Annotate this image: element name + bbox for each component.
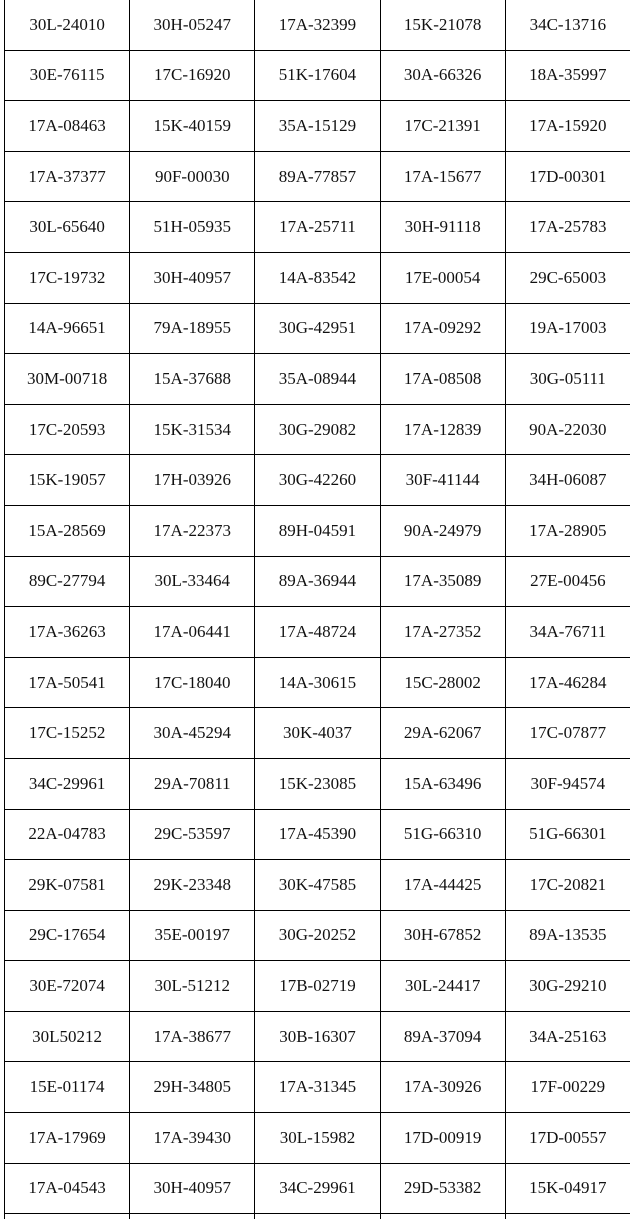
table-cell: 89A-77857 bbox=[255, 151, 380, 202]
table-cell bbox=[5, 1214, 130, 1219]
table-cell: 29C-65003 bbox=[505, 252, 630, 303]
table-cell: 17C-18040 bbox=[130, 657, 255, 708]
table-cell: 17A-31345 bbox=[255, 1062, 380, 1113]
table-cell: 17A-17969 bbox=[5, 1113, 130, 1164]
table-cell: 34A-76711 bbox=[505, 607, 630, 658]
table-cell: 51G-66301 bbox=[505, 809, 630, 860]
table-cell: 17A-25711 bbox=[255, 202, 380, 253]
table-cell: 17A-08463 bbox=[5, 101, 130, 152]
table-cell: 30K-4037 bbox=[255, 708, 380, 759]
table-cell: 89A-37094 bbox=[380, 1011, 505, 1062]
table-row bbox=[5, 505, 630, 556]
table-cell: 30A-45294 bbox=[130, 708, 255, 759]
table-cell: 17A-38677 bbox=[130, 1011, 255, 1062]
table-cell: 17A-28905 bbox=[505, 505, 630, 556]
table-cell: 30G-42260 bbox=[255, 455, 380, 506]
table-row bbox=[5, 1062, 630, 1113]
table-cell: 29C-53597 bbox=[130, 809, 255, 860]
table-cell: 17A-44425 bbox=[380, 860, 505, 911]
table-cell: 17A-15920 bbox=[505, 101, 630, 152]
table-cell: 17C-15252 bbox=[5, 708, 130, 759]
table-cell bbox=[255, 1214, 380, 1219]
table-row bbox=[5, 809, 630, 860]
table-cell: 17E-00054 bbox=[380, 252, 505, 303]
table-cell: 90F-00030 bbox=[130, 151, 255, 202]
table-cell: 30E-72074 bbox=[5, 961, 130, 1012]
table-cell: 30H-05247 bbox=[130, 0, 255, 50]
table-cell: 89A-13535 bbox=[505, 910, 630, 961]
table-cell: 15C-28002 bbox=[380, 657, 505, 708]
table-cell: 29A-70811 bbox=[130, 758, 255, 809]
table-cell: 15A-28569 bbox=[5, 505, 130, 556]
table-cell: 30H-91118 bbox=[380, 202, 505, 253]
table-cell: 90A-22030 bbox=[505, 404, 630, 455]
table-cell: 15E-01174 bbox=[5, 1062, 130, 1113]
table-cell: 30H-40957 bbox=[130, 252, 255, 303]
table-cell bbox=[380, 1214, 505, 1219]
table-row bbox=[5, 354, 630, 405]
table-cell: 15K-04917 bbox=[505, 1163, 630, 1214]
table-cell: 30G-42951 bbox=[255, 303, 380, 354]
table-cell: 90A-24979 bbox=[380, 505, 505, 556]
table-cell: 89H-04591 bbox=[255, 505, 380, 556]
table-row bbox=[5, 961, 630, 1012]
table-row bbox=[5, 101, 630, 152]
table-cell: 17D-00301 bbox=[505, 151, 630, 202]
table-cell: 17C-19732 bbox=[5, 252, 130, 303]
table-cell: 17A-45390 bbox=[255, 809, 380, 860]
table-cell: 14A-30615 bbox=[255, 657, 380, 708]
table-cell: 14A-96651 bbox=[5, 303, 130, 354]
table-cell: 30B-16307 bbox=[255, 1011, 380, 1062]
table-cell: 17A-36263 bbox=[5, 607, 130, 658]
table-cell: 22A-04783 bbox=[5, 809, 130, 860]
table-cell: 30L-51212 bbox=[130, 961, 255, 1012]
table-cell: 29H-34805 bbox=[130, 1062, 255, 1113]
table-cell: 17A-37377 bbox=[5, 151, 130, 202]
table-row bbox=[5, 455, 630, 506]
table-cell: 30F-94574 bbox=[505, 758, 630, 809]
table-row bbox=[5, 1011, 630, 1062]
table-row bbox=[5, 202, 630, 253]
table-row bbox=[5, 607, 630, 658]
table-row bbox=[5, 1214, 630, 1219]
table-cell: 51K-17604 bbox=[255, 50, 380, 101]
table-row bbox=[5, 910, 630, 961]
table-cell: 29K-07581 bbox=[5, 860, 130, 911]
table-cell: 17A-50541 bbox=[5, 657, 130, 708]
table-cell: 17C-20821 bbox=[505, 860, 630, 911]
table-cell: 17A-39430 bbox=[130, 1113, 255, 1164]
table-cell: 18A-35997 bbox=[505, 50, 630, 101]
table-row bbox=[5, 556, 630, 607]
table-cell: 30E-76115 bbox=[5, 50, 130, 101]
table-cell bbox=[130, 1214, 255, 1219]
table-cell: 30F-41144 bbox=[380, 455, 505, 506]
table-cell: 30L-24010 bbox=[5, 0, 130, 50]
table-row bbox=[5, 860, 630, 911]
table-cell: 17A-22373 bbox=[130, 505, 255, 556]
table-cell: 17A-06441 bbox=[130, 607, 255, 658]
license-plate-table bbox=[4, 0, 630, 1219]
table-cell: 30L-15982 bbox=[255, 1113, 380, 1164]
table-cell: 17D-00557 bbox=[505, 1113, 630, 1164]
table-cell: 15A-37688 bbox=[130, 354, 255, 405]
table-cell: 17A-32399 bbox=[255, 0, 380, 50]
table-cell: 30K-47585 bbox=[255, 860, 380, 911]
table-cell: 30G-20252 bbox=[255, 910, 380, 961]
table-cell: 35A-08944 bbox=[255, 354, 380, 405]
table-cell: 30H-67852 bbox=[380, 910, 505, 961]
table-cell: 29K-23348 bbox=[130, 860, 255, 911]
table-cell: 30G-29210 bbox=[505, 961, 630, 1012]
table-cell: 89C-27794 bbox=[5, 556, 130, 607]
table-cell: 79A-18955 bbox=[130, 303, 255, 354]
table-cell: 35E-00197 bbox=[130, 910, 255, 961]
table-cell: 30L-24417 bbox=[380, 961, 505, 1012]
table-cell: 17C-20593 bbox=[5, 404, 130, 455]
table-cell: 17A-46284 bbox=[505, 657, 630, 708]
table-cell: 17A-04543 bbox=[5, 1163, 130, 1214]
table-row bbox=[5, 657, 630, 708]
table-cell: 17A-12839 bbox=[380, 404, 505, 455]
table-row bbox=[5, 151, 630, 202]
table-cell: 17A-09292 bbox=[380, 303, 505, 354]
table-cell: 51H-05935 bbox=[130, 202, 255, 253]
table-cell: 30H-40957 bbox=[130, 1163, 255, 1214]
table-row bbox=[5, 0, 630, 50]
table-cell: 30G-29082 bbox=[255, 404, 380, 455]
table-cell: 17A-25783 bbox=[505, 202, 630, 253]
table-cell: 15A-63496 bbox=[380, 758, 505, 809]
table-row bbox=[5, 1163, 630, 1214]
table-cell: 17D-00919 bbox=[380, 1113, 505, 1164]
table-cell: 29D-53382 bbox=[380, 1163, 505, 1214]
table-cell: 51G-66310 bbox=[380, 809, 505, 860]
table-cell: 34C-29961 bbox=[255, 1163, 380, 1214]
table-cell: 34C-29961 bbox=[5, 758, 130, 809]
table-cell: 17H-03926 bbox=[130, 455, 255, 506]
table-cell: 30A-66326 bbox=[380, 50, 505, 101]
table-cell: 17A-35089 bbox=[380, 556, 505, 607]
table-cell: 17C-21391 bbox=[380, 101, 505, 152]
table-row bbox=[5, 1113, 630, 1164]
table-cell: 30G-05111 bbox=[505, 354, 630, 405]
table-cell: 17A-30926 bbox=[380, 1062, 505, 1113]
table-cell: 15K-19057 bbox=[5, 455, 130, 506]
table-cell: 34C-13716 bbox=[505, 0, 630, 50]
table-row bbox=[5, 303, 630, 354]
table-cell bbox=[505, 1214, 630, 1219]
table-cell: 17C-16920 bbox=[130, 50, 255, 101]
table-cell: 34A-25163 bbox=[505, 1011, 630, 1062]
table-cell: 17F-00229 bbox=[505, 1062, 630, 1113]
license-plate-table-container bbox=[4, 0, 630, 1219]
table-cell: 29C-17654 bbox=[5, 910, 130, 961]
table-cell: 27E-00456 bbox=[505, 556, 630, 607]
table-cell: 30L-65640 bbox=[5, 202, 130, 253]
table-cell: 15K-31534 bbox=[130, 404, 255, 455]
table-cell: 34H-06087 bbox=[505, 455, 630, 506]
table-cell: 15K-40159 bbox=[130, 101, 255, 152]
table-cell: 17B-02719 bbox=[255, 961, 380, 1012]
table-cell: 30M-00718 bbox=[5, 354, 130, 405]
table-cell: 19A-17003 bbox=[505, 303, 630, 354]
table-cell: 30L50212 bbox=[5, 1011, 130, 1062]
table-cell: 29A-62067 bbox=[380, 708, 505, 759]
table-cell: 17C-07877 bbox=[505, 708, 630, 759]
table-body bbox=[5, 0, 630, 1219]
table-row bbox=[5, 252, 630, 303]
table-cell: 17A-27352 bbox=[380, 607, 505, 658]
table-cell: 89A-36944 bbox=[255, 556, 380, 607]
table-cell: 35A-15129 bbox=[255, 101, 380, 152]
table-row bbox=[5, 404, 630, 455]
table-cell: 17A-08508 bbox=[380, 354, 505, 405]
table-cell: 17A-48724 bbox=[255, 607, 380, 658]
table-cell: 30L-33464 bbox=[130, 556, 255, 607]
table-row bbox=[5, 708, 630, 759]
table-cell: 14A-83542 bbox=[255, 252, 380, 303]
table-row bbox=[5, 758, 630, 809]
table-cell: 17A-15677 bbox=[380, 151, 505, 202]
table-cell: 15K-21078 bbox=[380, 0, 505, 50]
table-row bbox=[5, 50, 630, 101]
table-cell: 15K-23085 bbox=[255, 758, 380, 809]
